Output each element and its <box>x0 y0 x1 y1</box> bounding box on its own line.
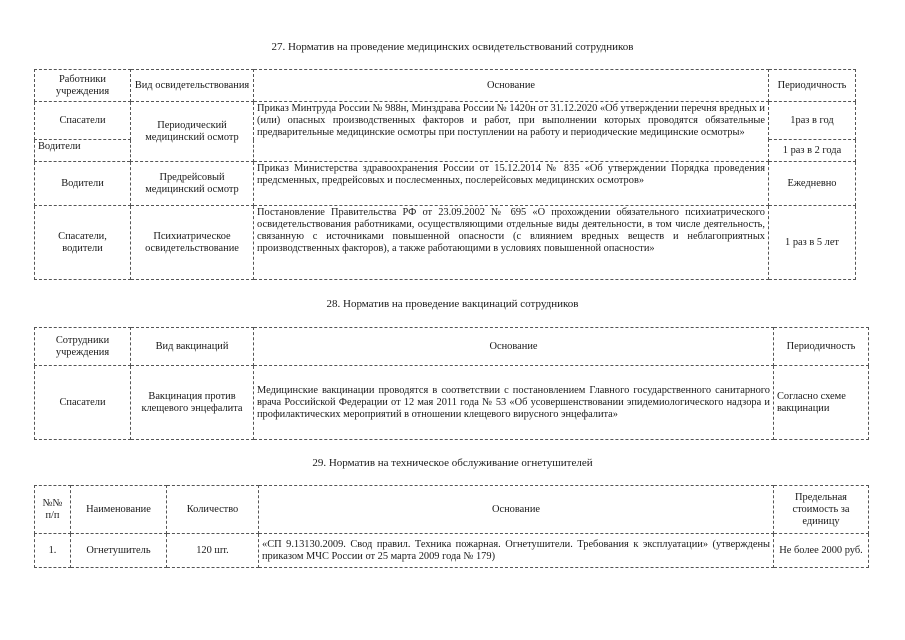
exam-type-cell: Периодический медицинский осмотр <box>131 102 254 162</box>
quantity-cell: 120 шт. <box>167 534 259 568</box>
header-cell: Количество <box>167 486 259 534</box>
section-28-title: 28. Норматив на проведение вакцинаций сотрудников <box>326 298 579 310</box>
header-cell: №№ п/п <box>35 486 71 534</box>
section-27-title: 27. Норматив на проведение медицинских освидетельствований сотрудников <box>271 41 634 53</box>
header-cell: Работники учреждения <box>35 70 131 102</box>
period-cell: 1 раз в 2 года <box>769 140 856 162</box>
header-cell: Предельная стоимость за единицу <box>774 486 869 534</box>
table-row <box>35 162 856 206</box>
exam-type-cell: Психиатрическое освидетельствование <box>131 206 254 280</box>
header-cell: Основание <box>259 486 774 534</box>
basis-cell: Приказ Министерства здравоохранения России от 15.12.2014 № 835 «Об утверждении Порядка проведения предсменных, предрейсовых и послесменных, послерейсовых медицинских осмотров» <box>254 162 769 206</box>
section-29-title: 29. Норматив на техническое обслуживание огнетушителей <box>312 457 593 469</box>
table-header-row <box>35 486 869 534</box>
basis-cell: Медицинские вакцинации проводятся в соответствии с постановлением Главного государственного санитарного врача Российской Федерации от 12 мая 2011 года № 53 «Об усовершенствовании эпидемиологического надзора и профилактических мероприятий в отношении клещевого вирусного энцефалита» <box>254 366 774 440</box>
row-number-cell: 1. <box>35 534 71 568</box>
header-cell: Периодичность <box>769 70 856 102</box>
header-cell: Наименование <box>71 486 167 534</box>
header-cell: Вид вакцинаций <box>131 328 254 366</box>
table-header-row <box>35 328 869 366</box>
worker-cell: Спасатели <box>35 366 131 440</box>
table-row <box>35 102 856 140</box>
header-cell: Вид освидетельствования <box>131 70 254 102</box>
table-row <box>35 206 856 280</box>
exam-type-cell: Предрейсовый медицинский осмотр <box>131 162 254 206</box>
header-cell: Периодичность <box>774 328 869 366</box>
section-28-table <box>34 327 869 440</box>
worker-cell: Спасатели, водители <box>35 206 131 280</box>
worker-cell: Спасатели <box>35 102 131 140</box>
period-cell: Согласно схеме вакцинации <box>774 366 869 440</box>
table-row <box>35 534 869 568</box>
basis-cell: Приказ Минтруда России № 988н, Минздрава России № 1420н от 31.12.2020 «Об утверждении перечня вредных и (или) опасных производственных факторов и работ, при выполнении которых проводятся обязательные предварительные медицинские осмотры при поступлении на работу и периодические медицинские осмотры» <box>254 102 769 162</box>
period-cell: 1раз в год <box>769 102 856 140</box>
basis-cell: «СП 9.13130.2009. Свод правил. Техника пожарная. Огнетушители. Требования к эксплуатации» (утверждены приказом МЧС России от 25 марта 2009 года № 179) <box>259 534 774 568</box>
table-row <box>35 366 869 440</box>
section-27-table <box>34 69 856 280</box>
worker-cell: Водители <box>35 162 131 206</box>
section-29-table <box>34 485 869 568</box>
item-name-cell: Огнетушитель <box>71 534 167 568</box>
period-cell: Ежедневно <box>769 162 856 206</box>
header-cell: Основание <box>254 328 774 366</box>
worker-cell: Водители <box>35 140 131 162</box>
header-cell: Основание <box>254 70 769 102</box>
period-cell: 1 раз в 5 лет <box>769 206 856 280</box>
header-cell: Сотрудники учреждения <box>35 328 131 366</box>
price-cell: Не более 2000 руб. <box>774 534 869 568</box>
vaccination-type-cell: Вакцинация против клещевого энцефалита <box>131 366 254 440</box>
basis-cell: Постановление Правительства РФ от 23.09.2002 № 695 «О прохождении обязательного психиатрического освидетельствования работниками, осуществляющими отдельные виды деятельности, в том числе деятельность, связанную с источниками повышенной опасности (с влиянием вредных веществ и неблагоприятных производственных факторов), а также работающими в условиях повышенной опасности» <box>254 206 769 280</box>
table-header-row <box>35 70 856 102</box>
